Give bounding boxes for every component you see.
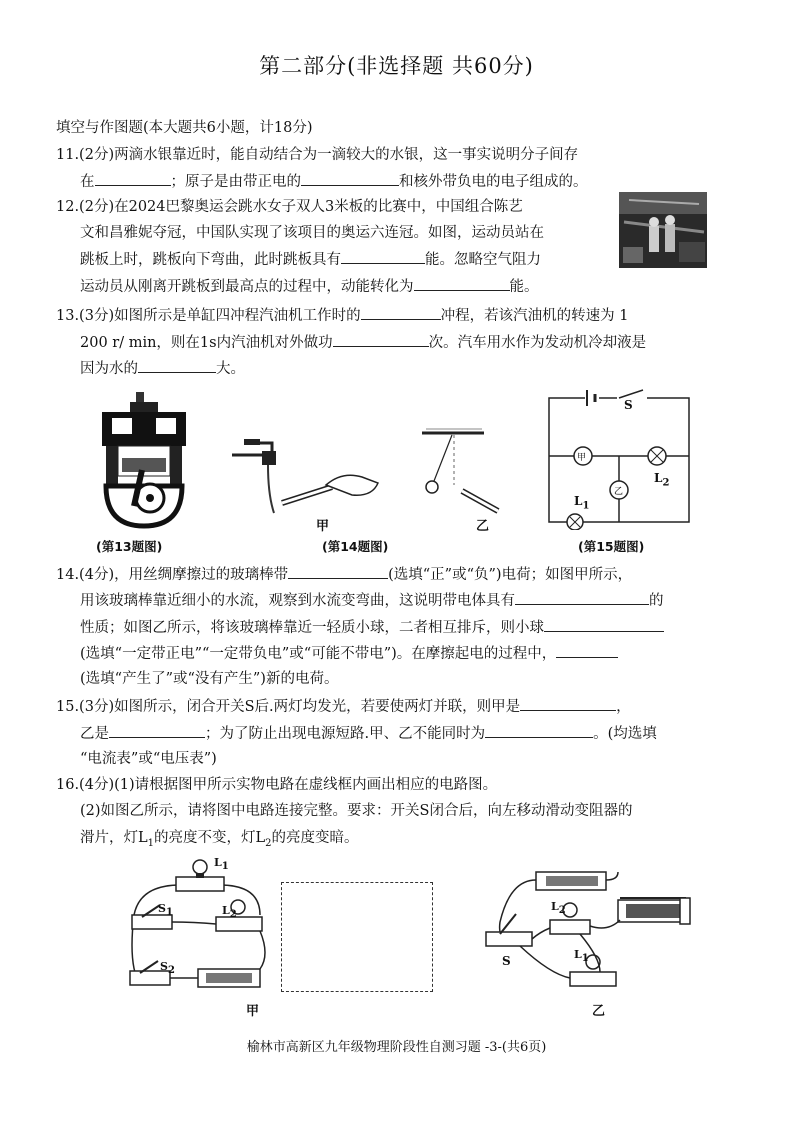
q13-blank-1[interactable] bbox=[361, 305, 441, 320]
fig15-label-l1 bbox=[574, 494, 589, 511]
fig16-jia-label: 甲 bbox=[246, 1004, 260, 1019]
meter-yi: 乙 bbox=[614, 487, 624, 497]
fig15-l1-sub: 1 bbox=[582, 500, 590, 512]
fig15-l1-text: L bbox=[574, 494, 583, 508]
fig15-label-s: S bbox=[624, 398, 633, 412]
q15-text-b: ， bbox=[616, 699, 631, 715]
q14-text-a: 14.(4分)，用丝绸摩擦过的玻璃棒带 bbox=[56, 567, 289, 583]
q15-line2 bbox=[80, 723, 657, 744]
fig15-l2-sub: 2 bbox=[662, 477, 670, 489]
q12-text-a: 跳板上时，跳板向下弯曲，此时跳板具有 bbox=[80, 252, 341, 268]
fig16-jia-l2 bbox=[222, 904, 237, 920]
q16-sub-2: 2 bbox=[265, 837, 272, 849]
q11-text-a: 在 bbox=[80, 174, 95, 190]
q12-line3 bbox=[80, 249, 541, 270]
fig16-jia-l2-sub: 2 bbox=[229, 909, 237, 921]
fig16-jia-s2-text: S bbox=[160, 960, 168, 973]
fig16-yi-l2 bbox=[551, 900, 566, 916]
q16-text-a: 滑片，灯L bbox=[80, 830, 148, 846]
fig16-yi-label: 乙 bbox=[592, 1004, 606, 1019]
fig16-jia-s1 bbox=[158, 902, 173, 918]
q11-text-b: ；原子是由带正电的 bbox=[170, 174, 301, 190]
q12-text-d: 能。 bbox=[509, 279, 539, 295]
q15-blank-2[interactable] bbox=[109, 723, 205, 738]
q15-line1 bbox=[56, 696, 631, 717]
q14-line3 bbox=[80, 617, 664, 638]
fig16-jia-l2-text: L bbox=[222, 904, 230, 917]
charge-figure bbox=[222, 425, 502, 530]
q13-blank-2[interactable] bbox=[333, 332, 429, 347]
circuit-figure-15 bbox=[545, 388, 695, 530]
fig15-label-l2 bbox=[654, 471, 669, 488]
q15-blank-3[interactable] bbox=[485, 723, 593, 738]
q16-line2: (2)如图乙所示，请将图中电路连接完整。要求：开关S闭合后，向左移动滑动变阻器的 bbox=[80, 803, 633, 819]
q13-blank-3[interactable] bbox=[138, 358, 216, 373]
q12-text-c: 运动员从刚离开跳板到最高点的过程中，动能转化为 bbox=[80, 279, 414, 295]
caption-14: (第14题图) bbox=[322, 539, 389, 554]
q13-line3 bbox=[80, 358, 245, 379]
diving-photo bbox=[619, 192, 707, 268]
fig16-jia-s2 bbox=[160, 960, 175, 976]
q14-blank-4[interactable] bbox=[556, 643, 618, 658]
q16-line1: 16.(4分)(1)请根据图甲所示实物电路在虚线框内画出相应的电路图。 bbox=[56, 777, 498, 793]
q12-line1: 12.(2分)在2024巴黎奥运会跳水女子双人3米板的比赛中，中国组合陈艺 bbox=[56, 199, 523, 215]
physical-circuit-yi bbox=[480, 862, 710, 1000]
q14-text-f: (选填“一定带正电”“一定带负电”或“可能不带电”)。在摩擦起电的过程中， bbox=[80, 646, 557, 662]
q15-blank-1[interactable] bbox=[520, 696, 616, 711]
q13-text-e: 因为水的 bbox=[80, 361, 138, 377]
q12-line4 bbox=[80, 276, 539, 297]
fig16-yi-l1 bbox=[574, 948, 589, 964]
fig14-label-yi: 乙 bbox=[476, 519, 490, 534]
fig16-yi-l1-text: L bbox=[574, 948, 582, 961]
fig16-jia-s1-text: S bbox=[158, 902, 166, 915]
q13-text-d: 次。汽车用水作为发动机冷却液是 bbox=[428, 335, 647, 351]
fig16-yi-l2-sub: 2 bbox=[558, 905, 566, 917]
q16-text-b: 的亮度不变，灯L bbox=[154, 830, 266, 846]
q13-text-f: 大。 bbox=[216, 361, 245, 377]
q16-text-c: 的亮度变暗。 bbox=[271, 830, 359, 846]
q14-line5: (选填“产生了”或“没有产生”)新的电荷。 bbox=[80, 671, 339, 687]
q14-text-b: (选填“正”或“负”)电荷；如图甲所示， bbox=[388, 567, 633, 583]
q14-text-e: 性质；如图乙所示，将该玻璃棒靠近一轻质小球，二者相互排斥，则小球 bbox=[80, 620, 544, 636]
q14-blank-3[interactable] bbox=[544, 617, 664, 632]
q16-sub-1: 1 bbox=[147, 837, 155, 849]
section-heading: 填空与作图题(本大题共6小题，计18分) bbox=[56, 120, 313, 136]
q14-blank-2[interactable] bbox=[515, 590, 649, 605]
q16-line3 bbox=[80, 828, 359, 854]
q11-blank-2[interactable] bbox=[301, 171, 399, 186]
q13-text-c: 200 r/ min，则在1s内汽油机对外做功 bbox=[80, 335, 333, 351]
q15-text-e: 。(均选填 bbox=[593, 726, 657, 742]
q15-text-d: ；为了防止出现电源短路.甲、乙不能同时为 bbox=[205, 726, 486, 742]
caption-15: (第15题图) bbox=[578, 539, 645, 554]
fig16-jia-l1-sub: 1 bbox=[221, 861, 229, 873]
fig15-l2-text: L bbox=[654, 471, 663, 485]
fig16-jia-s1-sub: 1 bbox=[165, 907, 173, 919]
q13-line2 bbox=[80, 332, 646, 353]
q14-text-d: 的 bbox=[649, 593, 664, 609]
drawing-box[interactable] bbox=[281, 882, 433, 992]
fig14-label-jia: 甲 bbox=[316, 519, 330, 534]
q14-line1 bbox=[56, 564, 632, 585]
fig16-yi-l1-sub: 1 bbox=[581, 953, 589, 965]
fig16-jia-l1-text: L bbox=[214, 856, 222, 869]
engine-figure bbox=[94, 390, 194, 530]
fig16-jia-s2-sub: 2 bbox=[167, 965, 175, 977]
q15-text-a: 15.(3分)如图所示，闭合开关S后.两灯均发光，若要使两灯并联，则甲是 bbox=[56, 699, 521, 715]
q15-text-c: 乙是 bbox=[80, 726, 109, 742]
physical-circuit-jia bbox=[120, 855, 280, 1005]
q14-blank-1[interactable] bbox=[288, 564, 388, 579]
q13-text-a: 13.(3分)如图所示是单缸四冲程汽油机工作时的 bbox=[56, 308, 361, 324]
page-footer: 榆林市高新区九年级物理阶段性自测习题 -3-(共6页) bbox=[246, 1040, 547, 1055]
q11-line1: 11.(2分)两滴水银靠近时，能自动结合为一滴较大的水银，这一事实说明分子间存 bbox=[56, 147, 579, 163]
q13-line1 bbox=[56, 305, 628, 326]
fig16-yi-s: S bbox=[502, 954, 511, 968]
page-title: 第二部分(非选择题 共60分) bbox=[259, 54, 534, 78]
q11-text-c: 和核外带负电的电子组成的。 bbox=[399, 174, 588, 190]
q15-line3: “电流表”或“电压表”) bbox=[80, 751, 217, 767]
fig16-jia-l1 bbox=[214, 856, 229, 872]
q12-blank-1[interactable] bbox=[341, 249, 425, 264]
q12-blank-2[interactable] bbox=[414, 276, 510, 291]
q12-line2: 文和昌雅妮夺冠，中国队实现了该项目的奥运六连冠。如图，运动员站在 bbox=[80, 225, 544, 241]
caption-13: (第13题图) bbox=[96, 539, 163, 554]
q12-text-b: 能。忽略空气阻力 bbox=[425, 252, 541, 268]
q11-blank-1[interactable] bbox=[95, 171, 171, 186]
q14-text-c: 用该玻璃棒靠近细小的水流，观察到水流变弯曲，这说明带电体具有 bbox=[80, 593, 515, 609]
q14-line2 bbox=[80, 590, 664, 611]
q11-line2 bbox=[80, 171, 588, 192]
fig16-yi-l2-text: L bbox=[551, 900, 559, 913]
meter-jia: 甲 bbox=[577, 453, 587, 463]
q14-line4 bbox=[80, 643, 618, 664]
q13-text-b: 冲程，若该汽油机的转速为 1 bbox=[440, 308, 629, 324]
